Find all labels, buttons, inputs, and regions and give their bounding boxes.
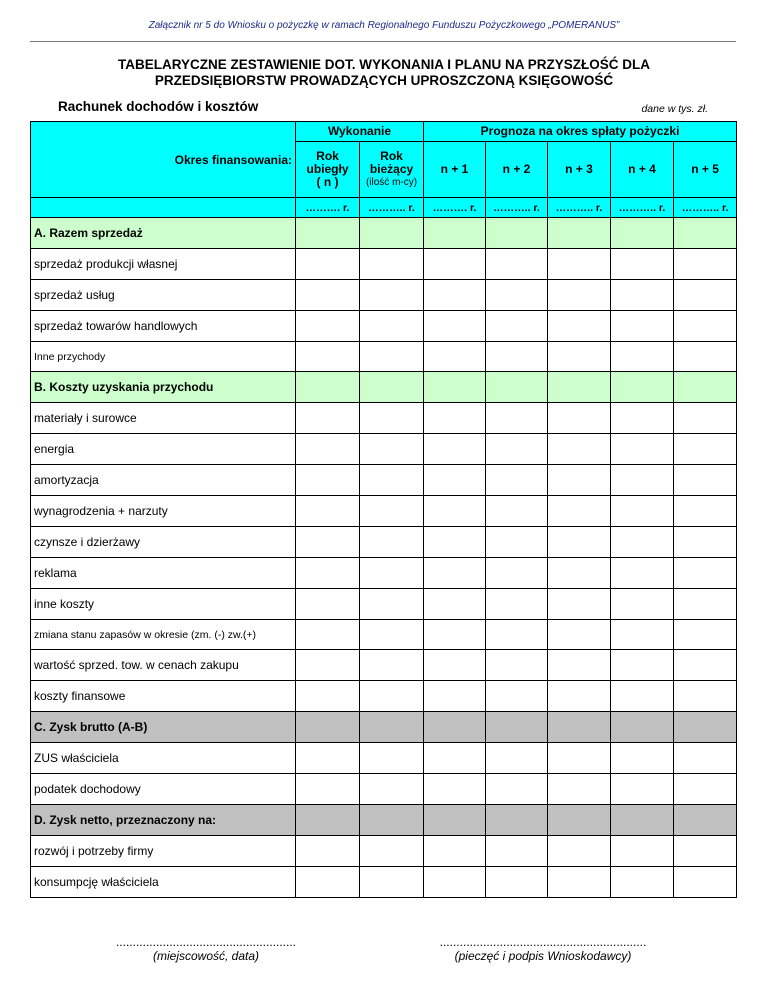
value-cell[interactable] — [360, 650, 424, 681]
value-cell[interactable] — [296, 465, 360, 496]
value-cell[interactable] — [296, 496, 360, 527]
value-cell[interactable] — [486, 866, 548, 897]
table-row — [31, 835, 737, 866]
table-row — [31, 218, 737, 249]
value-cell[interactable] — [486, 712, 548, 743]
value-cell[interactable] — [296, 434, 360, 465]
prev-year-line3: ( n ) — [316, 175, 339, 189]
curr-year-line2: bieżący — [369, 162, 414, 176]
value-cell[interactable] — [548, 372, 611, 403]
value-cell[interactable] — [674, 310, 737, 341]
value-cell[interactable] — [486, 465, 548, 496]
curr-year-note: (ilość m-cy) — [365, 177, 418, 188]
value-cell[interactable] — [486, 774, 548, 805]
value-cell[interactable] — [548, 218, 611, 249]
value-cell[interactable] — [611, 218, 674, 249]
value-cell[interactable] — [548, 588, 611, 619]
value-cell[interactable] — [674, 804, 737, 835]
value-cell[interactable] — [360, 588, 424, 619]
forecast-header-text: Prognoza na okres spłaty pożyczki — [480, 124, 680, 138]
value-cell[interactable] — [424, 619, 486, 650]
value-cell[interactable] — [424, 372, 486, 403]
value-cell[interactable] — [548, 650, 611, 681]
value-cell[interactable] — [296, 743, 360, 774]
value-cell[interactable] — [486, 372, 548, 403]
table-row — [31, 588, 737, 619]
value-cell[interactable] — [296, 372, 360, 403]
row-label: reklama — [31, 557, 296, 588]
value-cell[interactable] — [611, 650, 674, 681]
value-cell[interactable] — [548, 279, 611, 310]
row-label: Inne przychody — [31, 341, 296, 372]
value-cell[interactable] — [424, 279, 486, 310]
value-cell[interactable] — [611, 279, 674, 310]
row-label: rozwój i potrzeby firmy — [31, 835, 296, 866]
value-cell[interactable] — [360, 496, 424, 527]
table-row — [31, 526, 737, 557]
prev-year-line1: Rok — [316, 149, 339, 163]
table-row — [31, 310, 737, 341]
row-label: konsumpcję właściciela — [31, 866, 296, 897]
value-cell[interactable] — [611, 557, 674, 588]
value-cell[interactable] — [296, 218, 360, 249]
value-cell[interactable] — [674, 496, 737, 527]
value-cell[interactable] — [486, 341, 548, 372]
stamp-line: .............................................................. — [439, 935, 647, 949]
value-cell[interactable] — [611, 465, 674, 496]
row-label: sprzedaż towarów handlowych — [31, 310, 296, 341]
value-cell[interactable] — [611, 310, 674, 341]
row-label: ZUS właściciela — [31, 743, 296, 774]
table-row — [31, 434, 737, 465]
value-cell[interactable] — [360, 310, 424, 341]
value-cell[interactable] — [424, 650, 486, 681]
value-cell[interactable] — [486, 403, 548, 434]
value-cell[interactable] — [296, 774, 360, 805]
row-label: C. Zysk brutto (A-B) — [31, 712, 296, 743]
value-cell[interactable] — [674, 835, 737, 866]
value-cell[interactable] — [360, 341, 424, 372]
value-cell[interactable] — [486, 496, 548, 527]
value-cell[interactable] — [486, 557, 548, 588]
value-cell[interactable] — [360, 619, 424, 650]
value-cell[interactable] — [296, 248, 360, 279]
value-cell[interactable] — [424, 866, 486, 897]
value-cell[interactable] — [360, 712, 424, 743]
value-cell[interactable] — [360, 248, 424, 279]
year-date-placeholder: ……….. r. — [674, 198, 737, 218]
value-cell[interactable] — [674, 650, 737, 681]
dates-label-cell — [31, 198, 296, 218]
table-row — [31, 619, 737, 650]
value-cell[interactable] — [424, 434, 486, 465]
value-cell[interactable] — [424, 774, 486, 805]
value-cell[interactable] — [674, 774, 737, 805]
value-cell[interactable] — [486, 279, 548, 310]
value-cell[interactable] — [548, 743, 611, 774]
value-cell[interactable] — [611, 681, 674, 712]
value-cell[interactable] — [296, 712, 360, 743]
table-row — [31, 496, 737, 527]
table-row — [31, 248, 737, 279]
value-cell[interactable] — [296, 588, 360, 619]
value-cell[interactable] — [674, 248, 737, 279]
year-date-placeholder: ……….. r. — [548, 198, 611, 218]
curr-year-header — [360, 142, 424, 198]
value-cell[interactable] — [360, 774, 424, 805]
value-cell[interactable] — [486, 835, 548, 866]
year-date-placeholder: ……….. r. — [611, 198, 674, 218]
forecast-year-header: n + 1 — [424, 142, 486, 198]
value-cell[interactable] — [360, 279, 424, 310]
value-cell[interactable] — [424, 218, 486, 249]
value-cell[interactable] — [360, 804, 424, 835]
row-label: wynagrodzenia + narzuty — [31, 496, 296, 527]
value-cell[interactable] — [674, 588, 737, 619]
value-cell[interactable] — [674, 341, 737, 372]
value-cell[interactable] — [611, 526, 674, 557]
value-cell[interactable] — [548, 403, 611, 434]
execution-header — [296, 122, 424, 142]
value-cell[interactable] — [486, 434, 548, 465]
value-cell[interactable] — [486, 804, 548, 835]
title-line-1: TABELARYCZNE ZESTAWIENIE DOT. WYKONANIA I PLANU NA PRZYSZŁOŚĆ DLA — [118, 57, 650, 72]
value-cell[interactable] — [424, 496, 486, 527]
value-cell[interactable] — [360, 403, 424, 434]
value-cell[interactable] — [548, 557, 611, 588]
value-cell[interactable] — [611, 774, 674, 805]
value-cell[interactable] — [296, 279, 360, 310]
value-cell[interactable] — [674, 465, 737, 496]
value-cell[interactable] — [611, 434, 674, 465]
value-cell[interactable] — [611, 588, 674, 619]
title-line-2: PRZEDSIĘBIORSTW PROWADZĄCYCH UPROSZCZONĄ KSIĘGOWOŚĆ — [154, 73, 614, 88]
value-cell[interactable] — [360, 743, 424, 774]
value-cell[interactable] — [296, 650, 360, 681]
value-cell[interactable] — [296, 526, 360, 557]
value-cell[interactable] — [424, 557, 486, 588]
value-cell[interactable] — [424, 681, 486, 712]
row-label: zmiana stanu zapasów w okresie (zm. (-) zw.(+) — [31, 619, 296, 650]
value-cell[interactable] — [296, 619, 360, 650]
value-cell[interactable] — [486, 526, 548, 557]
prev-year-header — [296, 142, 360, 198]
forecast-year-header: n + 3 — [548, 142, 611, 198]
value-cell[interactable] — [548, 835, 611, 866]
table-row — [31, 804, 737, 835]
value-cell[interactable] — [674, 619, 737, 650]
value-cell[interactable] — [296, 341, 360, 372]
row-label: inne koszty — [31, 588, 296, 619]
value-cell[interactable] — [611, 743, 674, 774]
value-cell[interactable] — [486, 681, 548, 712]
value-cell[interactable] — [548, 619, 611, 650]
value-cell[interactable] — [548, 310, 611, 341]
value-cell[interactable] — [674, 279, 737, 310]
year-date-placeholder: ………. r. — [424, 198, 486, 218]
year-date-placeholder: ……….. r. — [486, 198, 548, 218]
value-cell[interactable] — [424, 712, 486, 743]
value-cell[interactable] — [424, 341, 486, 372]
value-cell[interactable] — [486, 619, 548, 650]
curr-year-line1: Rok — [380, 149, 403, 163]
value-cell[interactable] — [424, 310, 486, 341]
value-cell[interactable] — [360, 557, 424, 588]
value-cell[interactable] — [486, 248, 548, 279]
execution-header-text: Wykonanie — [327, 124, 392, 138]
value-cell[interactable] — [548, 774, 611, 805]
period-label-cell — [31, 122, 296, 198]
value-cell[interactable] — [360, 835, 424, 866]
row-label: sprzedaż usług — [31, 279, 296, 310]
value-cell[interactable] — [548, 341, 611, 372]
units-note: dane w tys. zł. — [641, 103, 708, 115]
table-row — [31, 681, 737, 712]
place-date-line: ...................................................... — [115, 935, 297, 949]
value-cell[interactable] — [611, 619, 674, 650]
value-cell[interactable] — [296, 310, 360, 341]
table-row — [31, 557, 737, 588]
table-row — [31, 372, 737, 403]
value-cell[interactable] — [611, 866, 674, 897]
value-cell[interactable] — [360, 681, 424, 712]
row-label: A. Razem sprzedaż — [31, 218, 296, 249]
value-cell[interactable] — [296, 835, 360, 866]
value-cell[interactable] — [674, 403, 737, 434]
value-cell[interactable] — [674, 434, 737, 465]
value-cell[interactable] — [296, 866, 360, 897]
document-title — [0, 57, 768, 89]
value-cell[interactable] — [360, 526, 424, 557]
value-cell[interactable] — [674, 526, 737, 557]
value-cell[interactable] — [548, 434, 611, 465]
stamp-caption: (pieczęć i podpis Wnioskodawcy) — [454, 949, 632, 963]
year-date-placeholder: ……….. r. — [360, 198, 424, 218]
value-cell[interactable] — [360, 866, 424, 897]
value-cell[interactable] — [424, 248, 486, 279]
value-cell[interactable] — [360, 372, 424, 403]
value-cell[interactable] — [424, 804, 486, 835]
table-row — [31, 774, 737, 805]
value-cell[interactable] — [424, 835, 486, 866]
forecast-year-header: n + 4 — [611, 142, 674, 198]
row-label: amortyzacja — [31, 465, 296, 496]
value-cell[interactable] — [611, 403, 674, 434]
value-cell[interactable] — [611, 372, 674, 403]
prev-year-line2: ubiegły — [306, 162, 349, 176]
attachment-note: Załącznik nr 5 do Wniosku o pożyczkę w ramach Regionalnego Funduszu Pożyczkowego „POMERANUS” — [148, 20, 620, 31]
value-cell[interactable] — [486, 588, 548, 619]
value-cell[interactable] — [611, 835, 674, 866]
value-cell[interactable] — [674, 866, 737, 897]
value-cell[interactable] — [360, 434, 424, 465]
forecast-year-header: n + 5 — [674, 142, 737, 198]
table-row — [31, 465, 737, 496]
value-cell[interactable] — [296, 804, 360, 835]
value-cell[interactable] — [486, 650, 548, 681]
row-label: koszty finansowe — [31, 681, 296, 712]
value-cell[interactable] — [611, 804, 674, 835]
value-cell[interactable] — [674, 681, 737, 712]
value-cell[interactable] — [548, 712, 611, 743]
forecast-year-header: n + 2 — [486, 142, 548, 198]
value-cell[interactable] — [548, 465, 611, 496]
row-label: D. Zysk netto, przeznaczony na: — [31, 804, 296, 835]
row-label: energia — [31, 434, 296, 465]
value-cell[interactable] — [424, 743, 486, 774]
value-cell[interactable] — [486, 310, 548, 341]
value-cell[interactable] — [424, 403, 486, 434]
value-cell[interactable] — [360, 218, 424, 249]
value-cell[interactable] — [674, 743, 737, 774]
row-label: czynsze i dzierżawy — [31, 526, 296, 557]
income-cost-table — [30, 121, 737, 898]
value-cell[interactable] — [548, 681, 611, 712]
value-cell[interactable] — [611, 248, 674, 279]
row-label: wartość sprzed. tow. w cenach zakupu — [31, 650, 296, 681]
header-divider — [30, 41, 736, 42]
value-cell[interactable] — [360, 465, 424, 496]
year-date-placeholder: ………. r. — [296, 198, 360, 218]
table-row — [31, 650, 737, 681]
value-cell[interactable] — [548, 866, 611, 897]
value-cell[interactable] — [674, 218, 737, 249]
row-label: materiały i surowce — [31, 403, 296, 434]
value-cell[interactable] — [611, 341, 674, 372]
table-row — [31, 279, 737, 310]
value-cell[interactable] — [424, 526, 486, 557]
table-row — [31, 712, 737, 743]
value-cell[interactable] — [548, 496, 611, 527]
row-label: sprzedaż produkcji własnej — [31, 248, 296, 279]
value-cell[interactable] — [674, 712, 737, 743]
table-row — [31, 743, 737, 774]
table-row — [31, 403, 737, 434]
value-cell[interactable] — [548, 804, 611, 835]
value-cell[interactable] — [674, 372, 737, 403]
value-cell[interactable] — [296, 557, 360, 588]
place-date-signature — [108, 935, 304, 963]
row-label: podatek dochodowy — [31, 774, 296, 805]
forecast-header — [424, 122, 737, 142]
value-cell[interactable] — [611, 712, 674, 743]
stamp-signature — [428, 935, 658, 963]
value-cell[interactable] — [424, 465, 486, 496]
value-cell[interactable] — [611, 496, 674, 527]
value-cell[interactable] — [486, 218, 548, 249]
table-row — [31, 866, 737, 897]
place-date-caption: (miejscowość, data) — [152, 949, 260, 963]
value-cell[interactable] — [296, 403, 360, 434]
period-label: Okres finansowania: — [174, 152, 292, 167]
value-cell[interactable] — [424, 588, 486, 619]
value-cell[interactable] — [674, 557, 737, 588]
section-subtitle: Rachunek dochodów i kosztów — [58, 99, 259, 114]
row-label: B. Koszty uzyskania przychodu — [31, 372, 296, 403]
table-row — [31, 341, 737, 372]
value-cell[interactable] — [548, 248, 611, 279]
value-cell[interactable] — [486, 743, 548, 774]
value-cell[interactable] — [296, 681, 360, 712]
value-cell[interactable] — [548, 526, 611, 557]
